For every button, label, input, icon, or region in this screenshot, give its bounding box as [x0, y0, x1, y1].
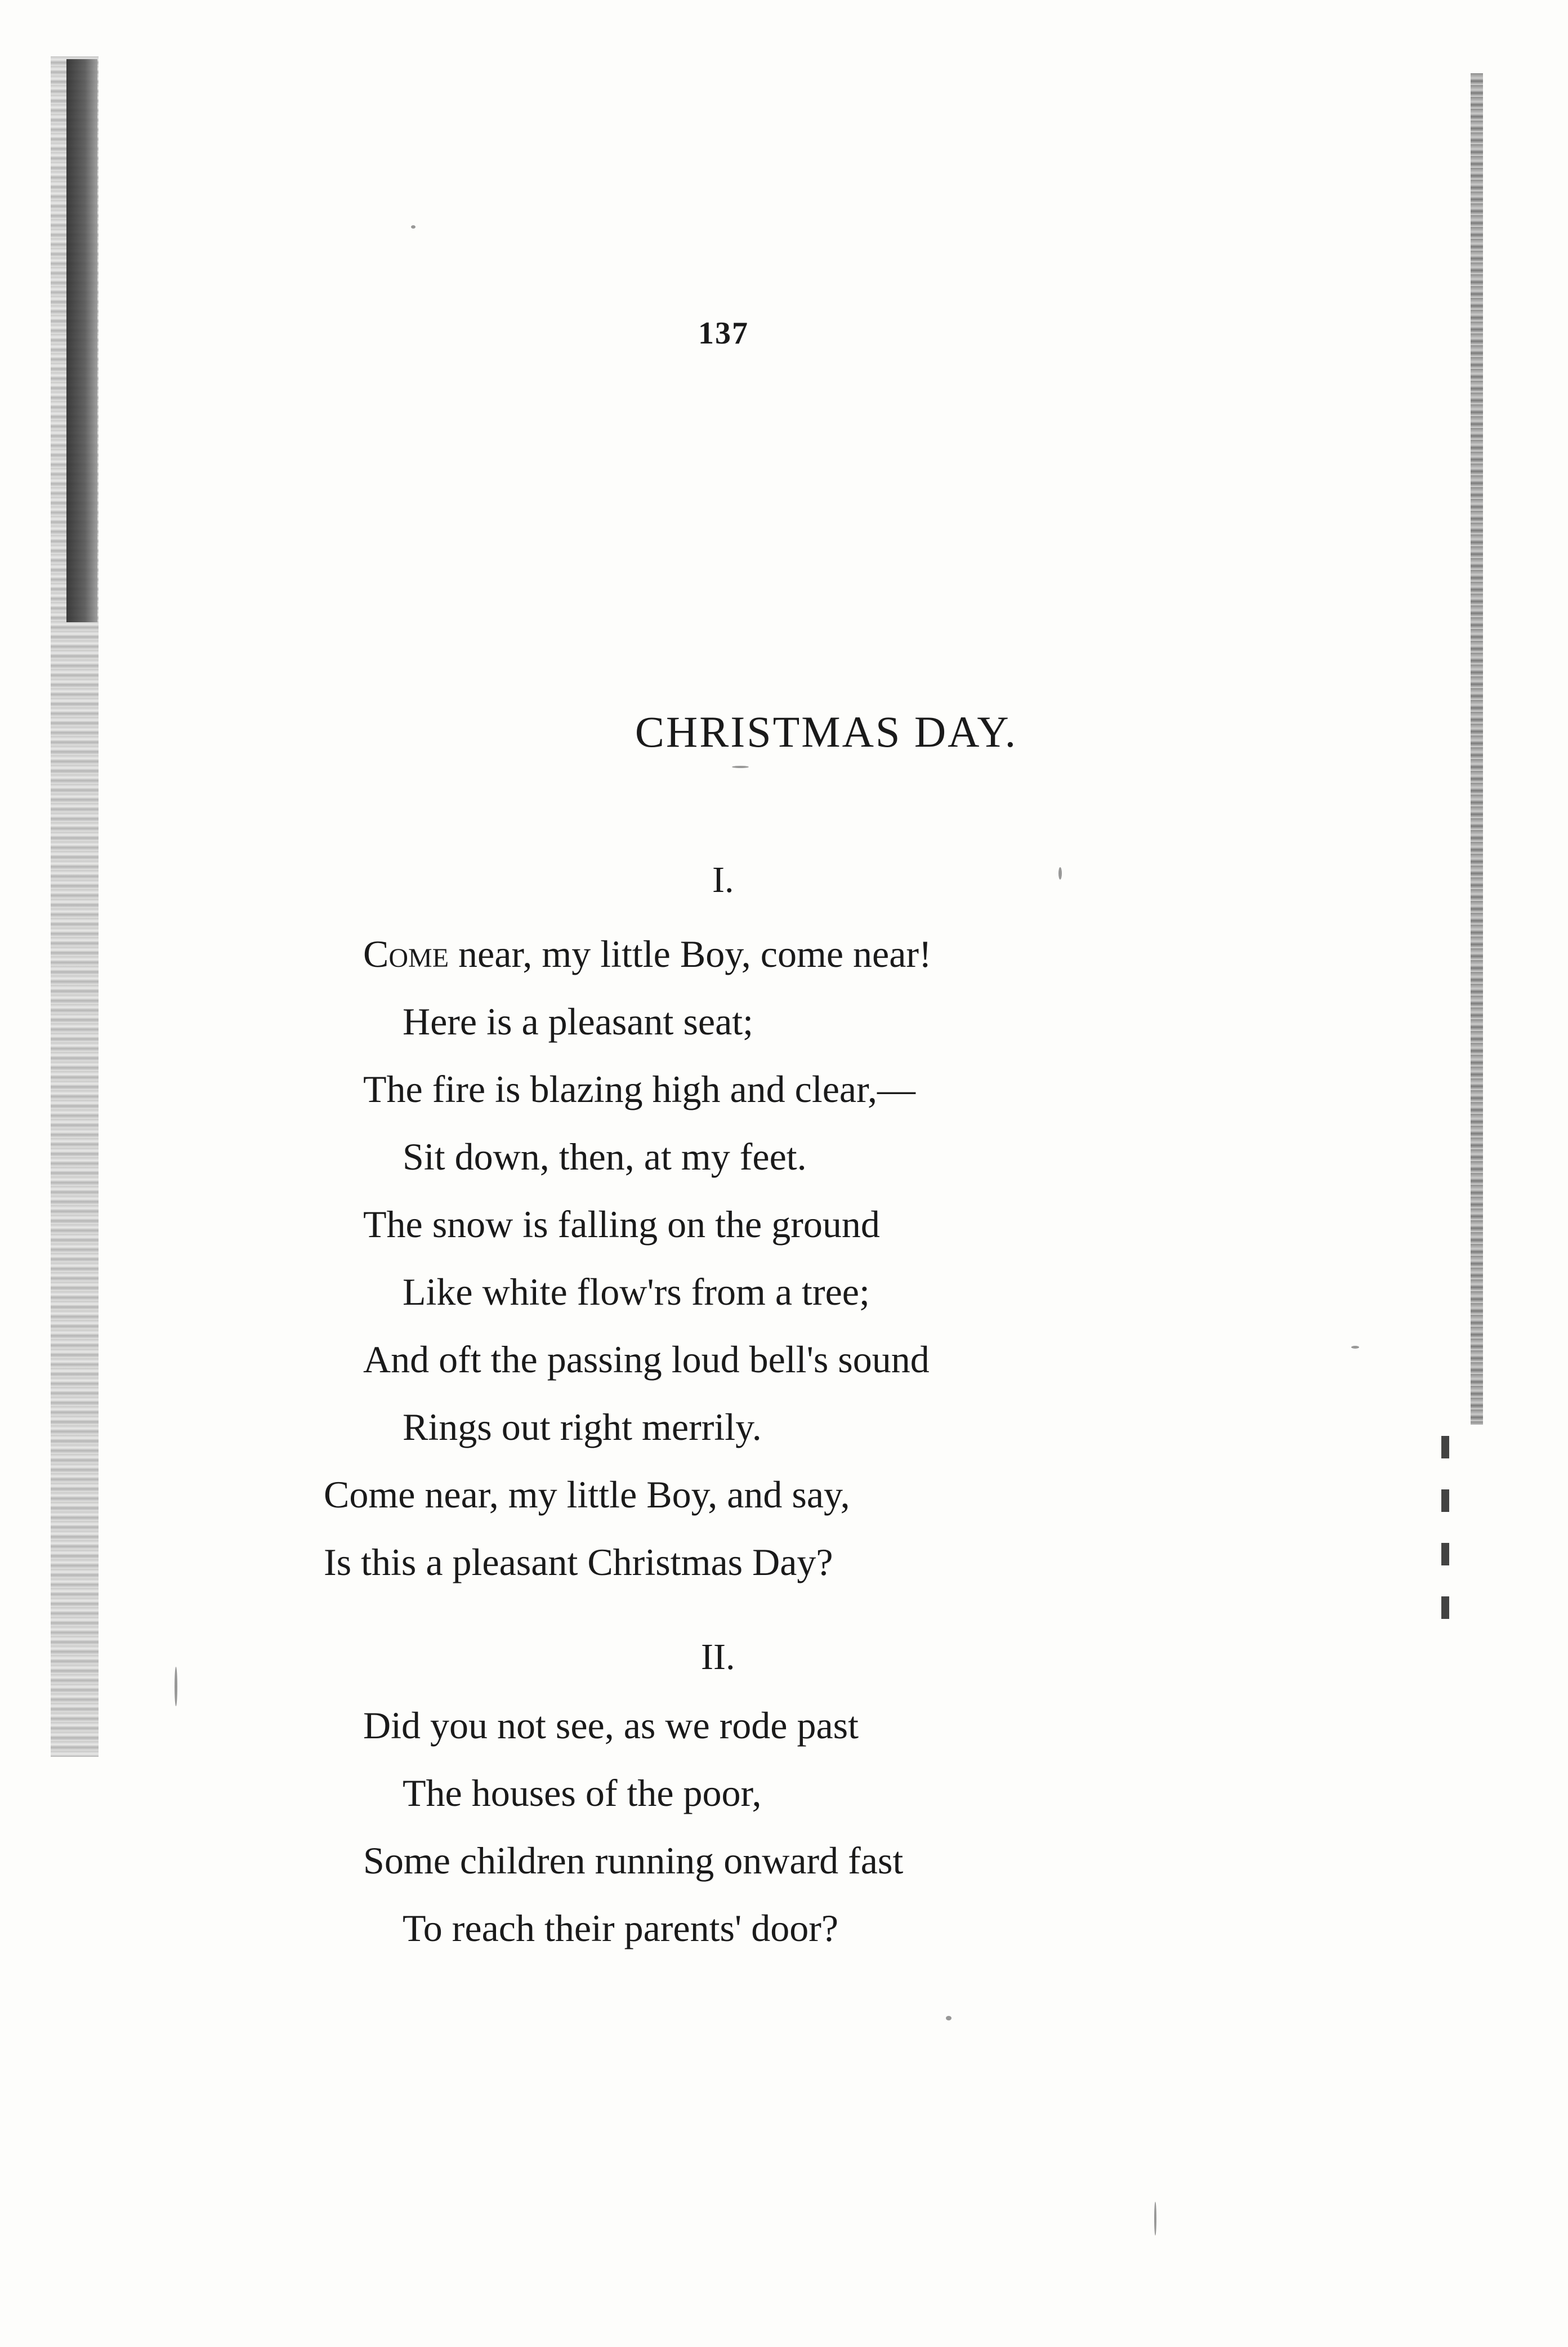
scan-speck — [1058, 867, 1062, 880]
poem-line-rest: near, my little Boy, come near! — [449, 932, 932, 975]
stanza-number: II. — [701, 1636, 735, 1677]
scan-speck — [1154, 2202, 1156, 2236]
poem-line — [363, 932, 932, 975]
stanza-number: I. — [712, 859, 734, 900]
poem-line: To reach their parents' door? — [403, 1907, 839, 1949]
poem-line: Come near, my little Boy, and say, — [324, 1473, 850, 1516]
poem-line: Sit down, then, at my feet. — [403, 1135, 807, 1178]
poem-line: Is this a pleasant Christmas Day? — [324, 1541, 833, 1583]
poem-line: Some children running onward fast — [363, 1839, 904, 1882]
poem-line: The fire is blazing high and clear,— — [363, 1068, 916, 1110]
scan-speck — [946, 2016, 951, 2020]
page-number: 137 — [698, 316, 749, 351]
poem-title: CHRISTMAS DAY. — [635, 707, 1018, 756]
scan-speck — [411, 225, 416, 229]
poem-line: Here is a pleasant seat; — [403, 1000, 754, 1043]
scan-speck — [175, 1667, 177, 1706]
poem-line: Rings out right merrily. — [403, 1405, 762, 1448]
poem-line: Did you not see, as we rode past — [363, 1704, 859, 1747]
poem-line: Like white flow'rs from a tree; — [403, 1270, 870, 1313]
page-edge-marks — [1441, 1436, 1449, 1639]
drop-word: Come — [363, 932, 449, 975]
scan-speck — [1351, 1346, 1359, 1349]
binding-shadow — [66, 59, 97, 622]
poem-line: The snow is falling on the ground — [363, 1203, 880, 1246]
scan-speck — [732, 766, 749, 768]
poem-line: And oft the passing loud bell's sound — [363, 1338, 930, 1381]
poem-line: The houses of the poor, — [403, 1772, 762, 1814]
